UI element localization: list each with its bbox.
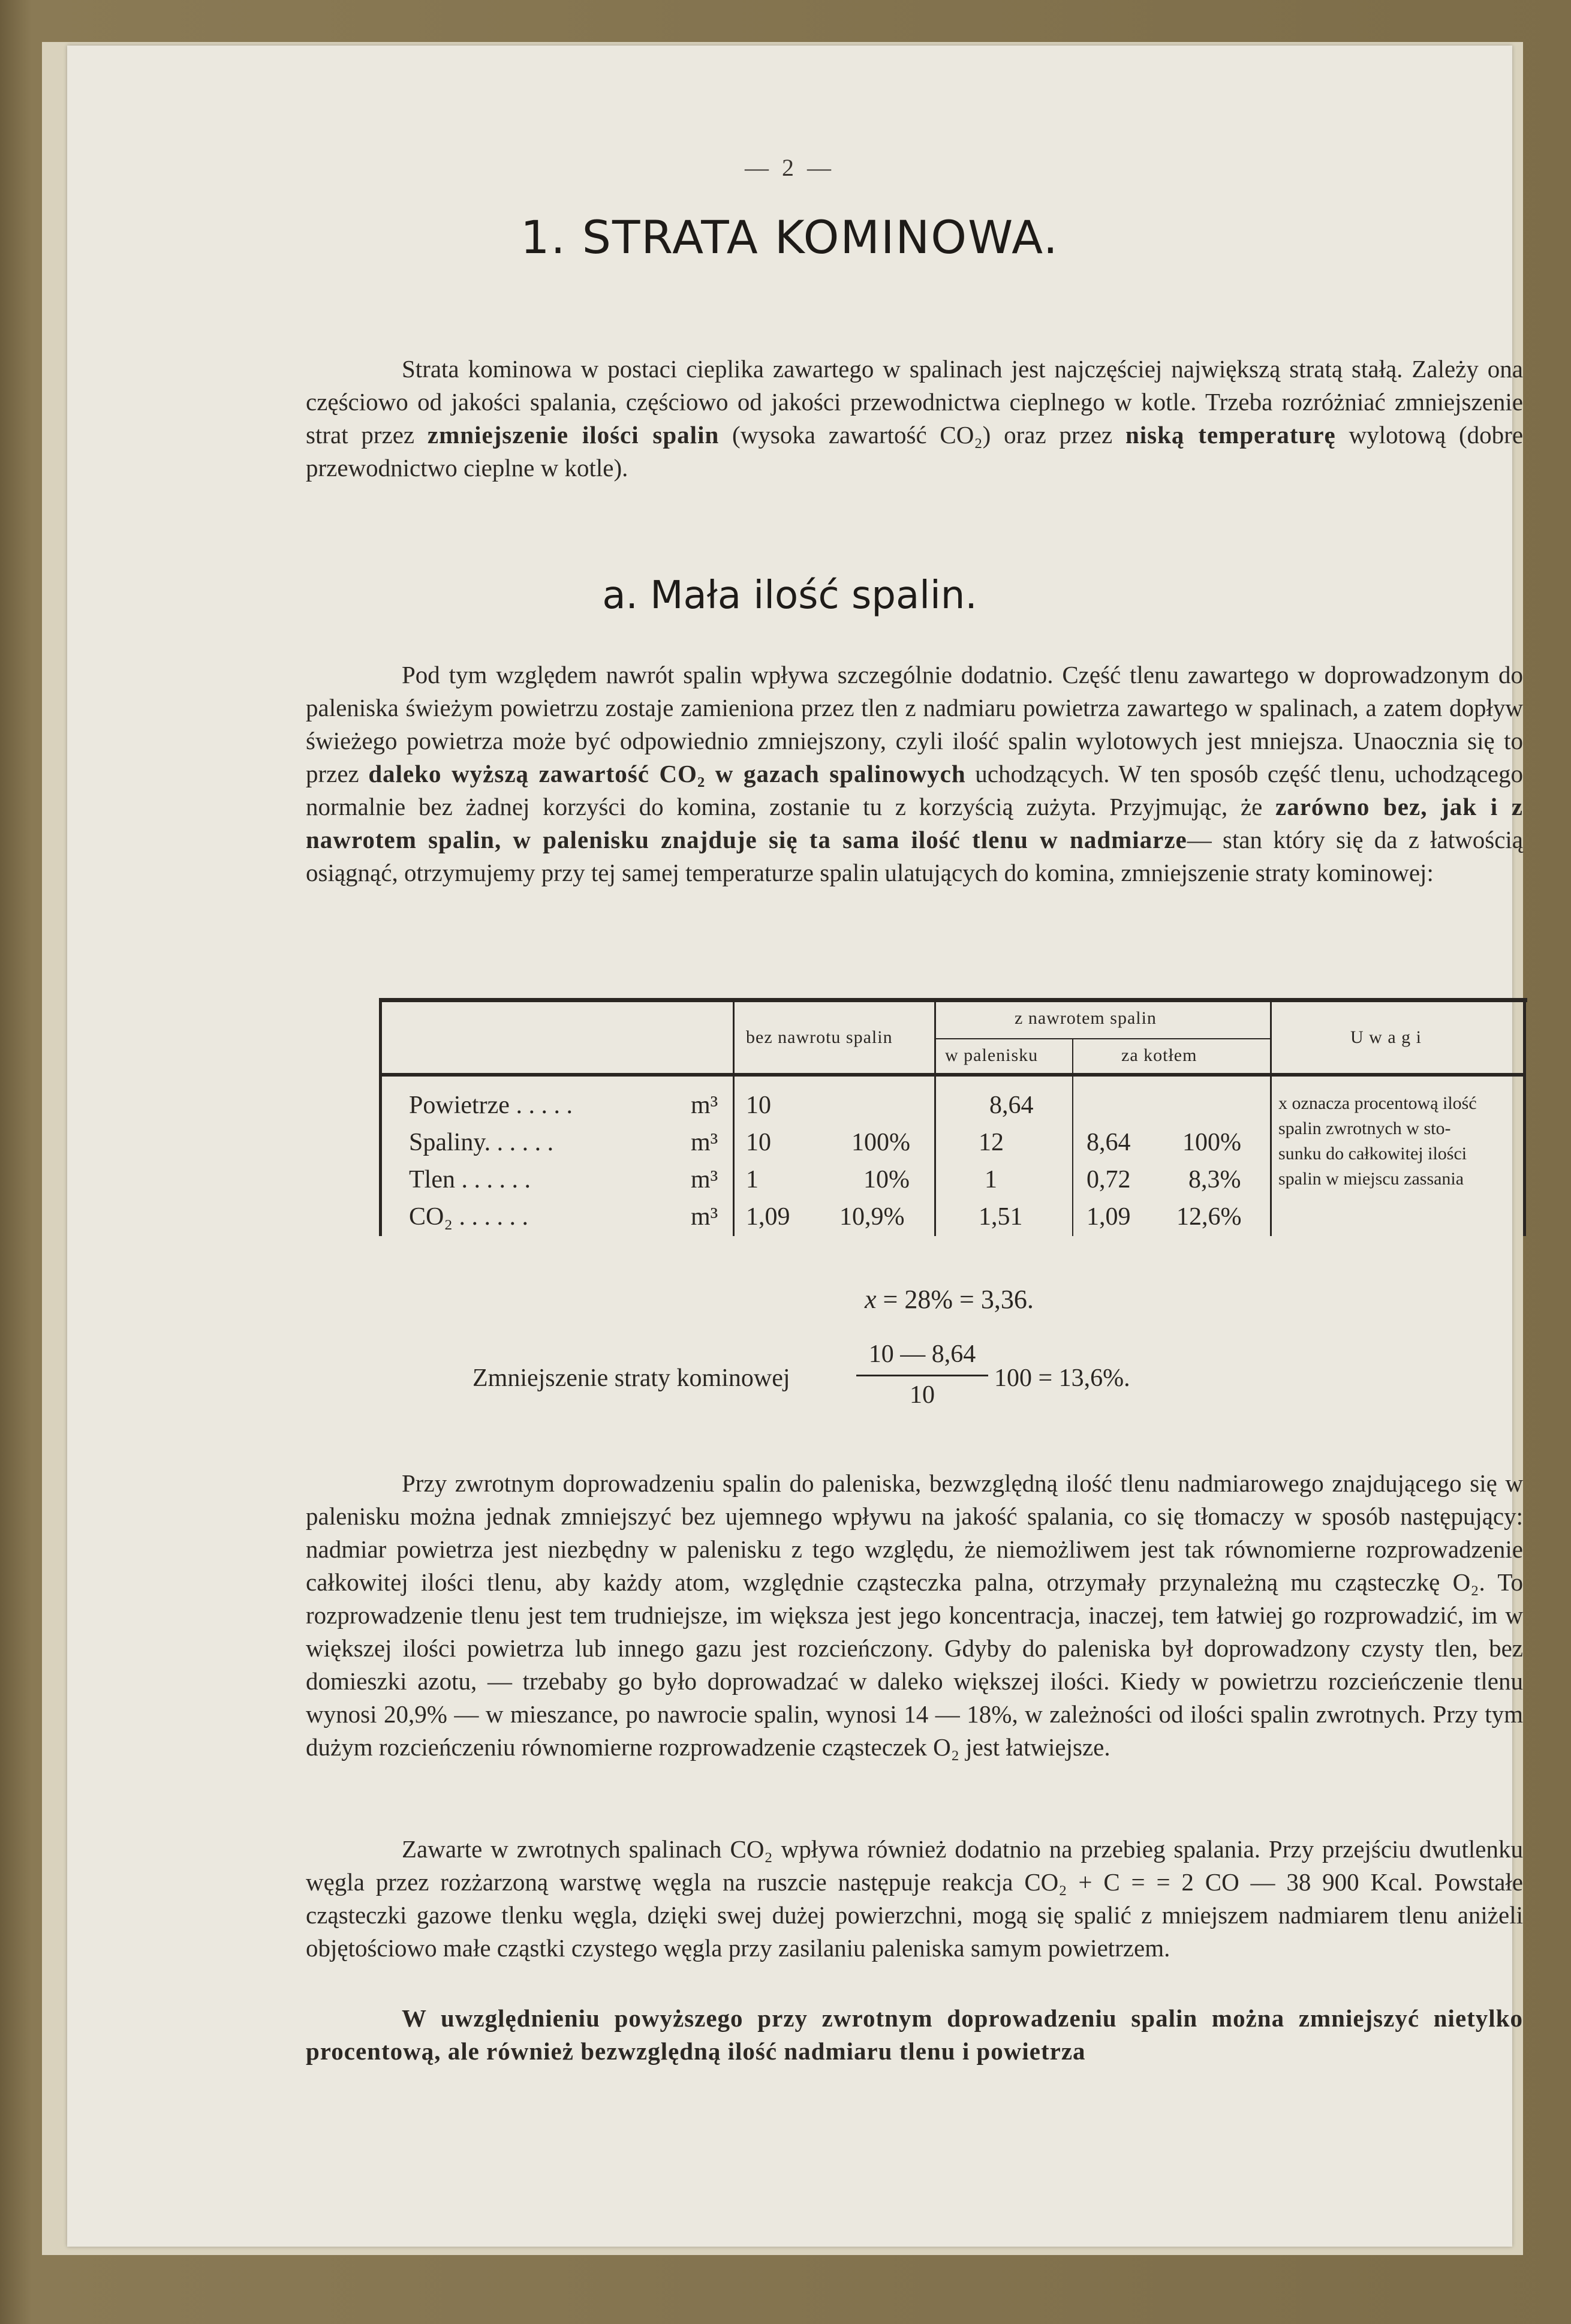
row-co2-kotel: 1,09 xyxy=(1087,1203,1131,1231)
row-co2-kotel-pct: 12,6% xyxy=(1176,1203,1242,1231)
table-col-line-2 xyxy=(934,1002,936,1236)
row-co2-unit: m³ xyxy=(691,1203,718,1231)
row-spaliny-unit: m³ xyxy=(691,1129,718,1156)
formula-result: 100 = 13,6%. xyxy=(994,1364,1130,1392)
header-without-return: bez nawrotu spalin xyxy=(746,1027,893,1047)
table-header-rule xyxy=(379,1073,1526,1077)
row-powietrze-unit: m³ xyxy=(691,1092,718,1119)
fraction-bar xyxy=(856,1375,988,1376)
data-table xyxy=(379,998,1527,1239)
row-co2-palenisko: 1,51 xyxy=(979,1203,1023,1231)
row-spaliny-name: Spaliny. . . . . . xyxy=(409,1129,554,1156)
paragraph-1-text-b: (wysoka zawartość CO₂) oraz przez xyxy=(719,421,1125,449)
formula-loss-reduction xyxy=(472,1340,1192,1412)
paragraph-2-bold-b: zarówno bez, jak i z nawrotem spalin, w palenisku znajduje się ta sama ilość tlenu w nadmiarze xyxy=(306,793,1523,853)
subsection-title: a. Mała ilość spalin. xyxy=(602,573,977,618)
formula-numerator: 10 — 8,64 xyxy=(868,1340,976,1368)
paragraph-2 xyxy=(306,659,1523,889)
paragraph-2-text-a: Pod tym względem nawrót spalin wpływa szczególnie dodatnio. Część tlenu zawartego w doprowadzonym do paleniska świeżym powietrzu zostaje zamieniona przez tlen z nadmiaru powietrza zawartego w spalinach, a zatem dopływ świeżego powietrza może być odpowiednio zmniejszony, czyli ilość spalin wylotowych jest mniejsza. Unaocznia się to przez xyxy=(306,661,1523,787)
paragraph-1-text-a: Strata kominowa w postaci cieplika zawartego w spalinach jest najczęściej największą stratą stałą. Zależy ona częściowo od jakości spalania, częściowo od jakości przewodnictwa cieplnego w kotle. Trzeba rozróżniać zmniejszenie strat przez xyxy=(306,355,1523,449)
header-remarks: U w a g i xyxy=(1350,1027,1422,1047)
row-tlen-bez-pct: 10% xyxy=(863,1166,910,1193)
paragraph-1-bold-b: niską temperaturę xyxy=(1125,421,1336,449)
paragraph-1-text-c: wylotową (dobre przewodnictwo cieplne w kotle). xyxy=(306,421,1524,482)
remarks-line-2: spalin zwrotnych w sto- xyxy=(1278,1119,1451,1138)
formula-denominator: 10 xyxy=(910,1381,935,1409)
row-spaliny-bez: 10 xyxy=(746,1129,771,1156)
header-with-return: z nawrotem spalin xyxy=(1015,1008,1157,1028)
row-powietrze-palenisko: 8,64 xyxy=(989,1092,1034,1119)
row-spaliny-kotel: 8,64 xyxy=(1087,1129,1131,1156)
formula-label: Zmniejszenie straty kominowej xyxy=(472,1364,790,1392)
formula-x-rest: = 28% = 3,36. xyxy=(876,1285,1034,1314)
table-right-border xyxy=(1523,1002,1526,1236)
paragraph-3: Przy zwrotnym doprowadzeniu spalin do paleniska, bezwzględną ilość tlenu nadmiarowego znajdującego się w palenisku można jednak zmniejszyć bez ujemnego wpływu na jakość spalania, co się tłomaczy w sposób następujący: nadmiar powietrza jest niezbędny w palenisku z tego względu, że niemożliwem jest tak równomierne rozprowadzenie całkowitej ilości tlenu, aby każdy atom, względnie cząsteczka palna, otrzymały przynależną mu cząsteczkę O₂. To rozprowadzenie tlenu jest tem trudniejsze, im większa jest jego koncentracja, inaczej, tem łatwiej go rozprowadzić, im w większej ilości powietrza lub innego gazu jest rozcieńczony. Gdyby do paleniska był doprowadzony czysty tlen, bez domieszki azotu, — trzebaby go było doprowadzać w daleko większej ilości. Kiedy w powietrzu rozcieńczenie tlenu wynosi 20,9% — w mieszance, po nawrocie spalin, wynosi 14 — 18%, w zależności od ilości spalin zwrotnych. Przy tym dużym rozcieńczeniu równomierne rozprowadzenie cząsteczek O₂ jest łatwiejsze. xyxy=(306,1469,1523,1761)
paragraph-1 xyxy=(306,353,1523,485)
header-after-boiler: za kotłem xyxy=(1121,1045,1197,1065)
section-title: 1. STRATA KOMINOWA. xyxy=(520,211,1059,264)
table-col-line-1 xyxy=(733,1002,735,1236)
row-co2-name: CO₂ . . . . . . xyxy=(409,1203,528,1231)
paragraph-1-bold-a: zmniejszenie ilości spalin xyxy=(427,421,720,449)
row-spaliny-bez-pct: 100% xyxy=(851,1129,910,1156)
row-tlen-name: Tlen . . . . . . xyxy=(409,1166,531,1193)
document-page xyxy=(67,46,1524,2247)
row-tlen-kotel: 0,72 xyxy=(1087,1166,1131,1193)
formula-x xyxy=(865,1284,1034,1315)
table-left-border xyxy=(379,1002,382,1236)
table-subheader-rule xyxy=(934,1038,1270,1039)
row-powietrze-name: Powietrze . . . . . xyxy=(409,1092,573,1119)
row-co2-bez-pct: 10,9% xyxy=(839,1203,905,1231)
paragraph-2-text-c: — stan który się da z łatwością osiągnąć, otrzymujemy przy tej samej temperaturze spalin ulatujących do komina, zmniejszenie straty kominowej: xyxy=(306,826,1523,886)
paragraph-2-text-b: uchodzących. W ten sposób część tlenu, uchodzącego normalnie bez żadnej korzyści do komina, zostanie tu z korzyścią zużyta. Przyjmując, że xyxy=(306,760,1524,820)
row-powietrze-bez: 10 xyxy=(746,1092,771,1119)
row-tlen-unit: m³ xyxy=(691,1166,718,1193)
row-spaliny-palenisko: 12 xyxy=(979,1129,1004,1156)
paragraph-2-bold-a: daleko wyższą zawartość CO₂ w gazach spalinowych xyxy=(368,760,966,787)
page-number: — 2 — xyxy=(745,154,835,181)
formula-x-var: x xyxy=(865,1285,877,1314)
remarks-line-4: spalin w miejscu zassania xyxy=(1278,1169,1464,1189)
table-col-line-3 xyxy=(1072,1038,1073,1236)
paragraph-5: W uwzględnieniu powyższego przy zwrotnym doprowadzeniu spalin można zmniejszyć nietylko procentową, ale również bezwzględną ilość nadmiaru tlenu i powietrza xyxy=(306,2004,1523,2065)
row-tlen-bez: 1 xyxy=(746,1166,759,1193)
table-col-line-4 xyxy=(1270,1002,1272,1236)
row-tlen-palenisko: 1 xyxy=(985,1166,997,1193)
paragraph-4: Zawarte w zwrotnych spalinach CO₂ wpływa również dodatnio na przebieg spalania. Przy przejściu dwutlenku węgla przez rozżarzoną warstwę węgla na ruszcie następuje reakcja CO₂ + C = = 2 CO — 38 900 Kcal. Powstałe cząsteczki gazowe tlenku węgla, dzięki swej dużej powierzchni, mogą się spalić z mniejszem nadmiarem tlenu aniżeli objętościowo małe cząstki czystego węgla przy zasilaniu paleniska samym powietrzem. xyxy=(306,1835,1523,1962)
row-tlen-kotel-pct: 8,3% xyxy=(1188,1166,1241,1193)
row-spaliny-kotel-pct: 100% xyxy=(1182,1129,1241,1156)
remarks-line-1: x oznacza procentową ilość xyxy=(1278,1093,1477,1113)
table-remarks xyxy=(1278,1091,1518,1192)
remarks-line-3: sunku do całkowitej ilości xyxy=(1278,1144,1467,1163)
row-co2-bez: 1,09 xyxy=(746,1203,790,1231)
header-in-furnace: w palenisku xyxy=(945,1045,1039,1065)
